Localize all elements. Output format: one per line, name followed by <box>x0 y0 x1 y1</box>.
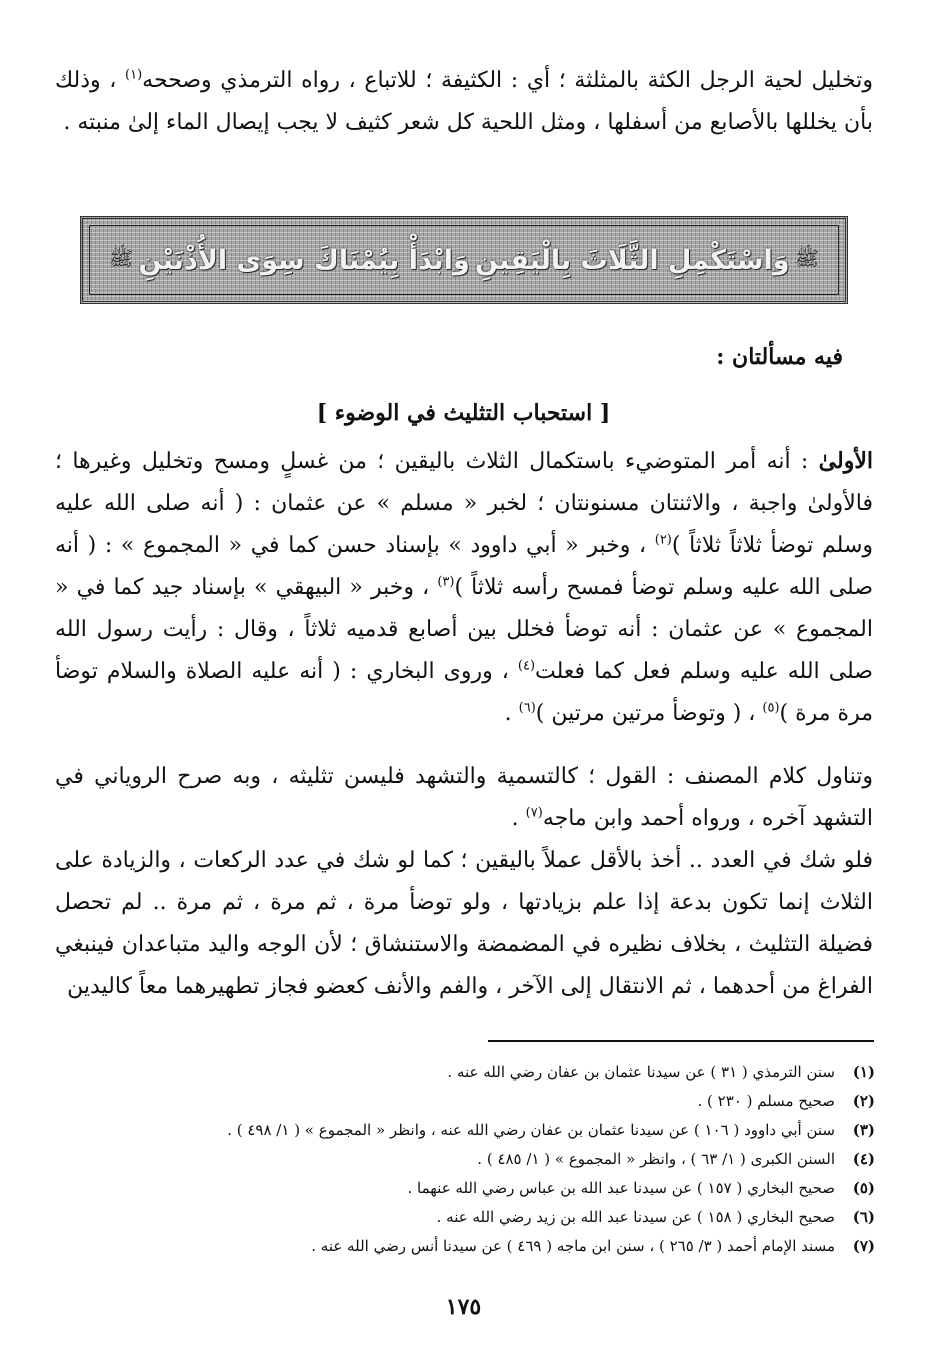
footnote-divider <box>488 1040 874 1042</box>
footnote-ref[interactable]: (٦) <box>518 700 536 716</box>
footnote-item <box>55 1203 875 1232</box>
paragraph-text: : أنه أمر المتوضيء باستكمال الثلاث باليقين ؛ من غسلٍ ومسح وتخليل وغيرها ؛ فالأولىٰ واجبة ، والاثنتان مسنونتان ؛ لخبر « مسلم » عن عثمان : ( أنه صلى الله عليه وسلم توضأ ثلاثاً ثلاثاً ) <box>55 449 874 558</box>
footnote-item <box>55 1087 875 1116</box>
paragraph-text: وتناول كلام المصنف : القول ؛ كالتسمية والتشهد فليسن تثليثه ، وبه صرح الروياني في التشهد آخره ، ورواه أحمد وابن ماجه <box>55 764 873 831</box>
footnote-ref[interactable]: (٥) <box>762 700 780 716</box>
page-number: ١٧٥ <box>445 1294 482 1320</box>
issue-label: الأولىٰ <box>818 448 873 474</box>
paragraph-text: ، وروى البخاري : ( أنه عليه الصلاة والسلام توضأ مرة مرة ) <box>55 659 873 726</box>
footnote-number: (٤) <box>852 1150 875 1168</box>
paragraph-text: ، وخبر « البيهقي » بإسناد جيد كما في « المجموع » عن عثمان : أنه توضأ فخلل بين أصابع قدميه ثلاثاً ، وقال : رأيت رسول الله صلى الله عليه وسلم فعل كما فعلت <box>55 575 873 684</box>
footnote-ref[interactable]: (٤) <box>517 658 536 674</box>
paragraph-second <box>55 756 873 840</box>
footnote-number: (٦) <box>852 1208 875 1226</box>
footnote-text: صحيح البخاري ( ١٥٨ ) عن سيدنا عبد الله بن زيد رضي الله عنه . <box>436 1208 835 1226</box>
footnote-item <box>55 1116 875 1145</box>
footnote-number: (٧) <box>852 1237 875 1255</box>
paragraph-text: ، وخبر « أبي داوود » بإسناد حسن كما في « المجموع » : ( أنه صلى الله عليه وسلم توضأ فمسح رأسه ثلاثاً ) <box>55 533 874 600</box>
footnote-item <box>55 1145 875 1174</box>
footnote-number: (١) <box>852 1063 875 1081</box>
footnote-ref[interactable]: (٣) <box>437 574 455 590</box>
footnote-item <box>55 1058 875 1087</box>
paragraph-text: ، وذلك بأن يخللها بالأصابع من أسفلها ، ومثل اللحية كل شعر كثيف لا يجب إيصال الماء إلىٰ منبته . <box>55 68 873 135</box>
footnote-text: صحيح مسلم ( ٢٣٠ ) . <box>697 1092 835 1110</box>
paragraph-text: وتخليل لحية الرجل الكثة بالمثلثة ؛ أي : الكثيفة ؛ للاتباع ، رواه الترمذي وصححه <box>142 68 873 93</box>
footnote-text: السنن الكبرى ( ١/ ٦٣ ) ، وانظر « المجموع » ( ١/ ٤٨٥ ) . <box>477 1150 835 1168</box>
section-title: [ استحباب التثليث في الوضوء ] <box>316 400 611 426</box>
paragraph-third: فلو شك في العدد .. أخذ بالأقل عملاً باليقين ؛ كما لو شك في عدد الركعات ، والزيادة على الثلاث إنما تكون بدعة إذا علم بزيادتها ، ولو توضأ مرة ، ثم مرة ، ثم مرة .. لم تحصل فضيلة التثليث ، بخلاف نظيره في المضمضة والاستنشاق ؛ لأن الوجه واليد متباعدان فينبغي الفراغ من أحدهما ، ثم الانتقال إلى الآخر ، والفم والأنف كعضو فجاز تطهيرهما معاً كاليدين <box>55 848 873 999</box>
footnote-text: سنن أبي داوود ( ١٠٦ ) عن سيدنا عثمان بن عفان رضي الله عنه ، وانظر « المجموع » ( ١/ ٤٩٨ ) . <box>227 1121 835 1139</box>
footnote-number: (٢) <box>852 1092 875 1110</box>
footnote-ref[interactable]: (٧) <box>525 805 543 821</box>
footnotes-list <box>55 1058 875 1261</box>
paragraph-text: ، ( وتوضأ مرتين مرتين ) <box>535 701 763 726</box>
footnote-number: (٣) <box>852 1121 875 1139</box>
intro-paragraph <box>55 60 873 144</box>
footnote-item <box>55 1232 875 1261</box>
paragraph-first-issue <box>55 440 873 735</box>
verse-first-hemistich: وَاسْتَكْمِلِ الثَّلَاثَ بِالْيَقِينِ <box>475 244 790 276</box>
sub-heading: فيه مسألتان : <box>716 344 843 370</box>
verse-second-hemistich: وَابْدَأْ بِيُمْنَاكَ سِوَى الأُذْنَيْنِ <box>138 244 470 276</box>
footnote-text: صحيح البخاري ( ١٥٧ ) عن سيدنا عبد الله بن عباس رضي الله عنهما . <box>407 1179 835 1197</box>
paragraph-text: . <box>504 701 519 726</box>
footnote-number: (٥) <box>852 1179 875 1197</box>
ornament-icon: ﷺ <box>794 245 819 270</box>
footnote-text: سنن الترمذي ( ٣١ ) عن سيدنا عثمان بن عفان رضي الله عنه . <box>447 1063 835 1081</box>
footnote-text: مسند الإمام أحمد ( ٣/ ٢٦٥ ) ، سنن ابن ماجه ( ٤٦٩ ) عن سيدنا أنس رضي الله عنه . <box>311 1237 835 1255</box>
ornament-icon: ﷺ <box>109 245 134 270</box>
footnote-ref[interactable]: (٢) <box>654 532 672 548</box>
footnote-item <box>55 1174 875 1203</box>
paragraph-text: . <box>511 806 526 831</box>
verse-box <box>80 216 848 304</box>
footnote-ref[interactable]: (١) <box>125 67 143 83</box>
